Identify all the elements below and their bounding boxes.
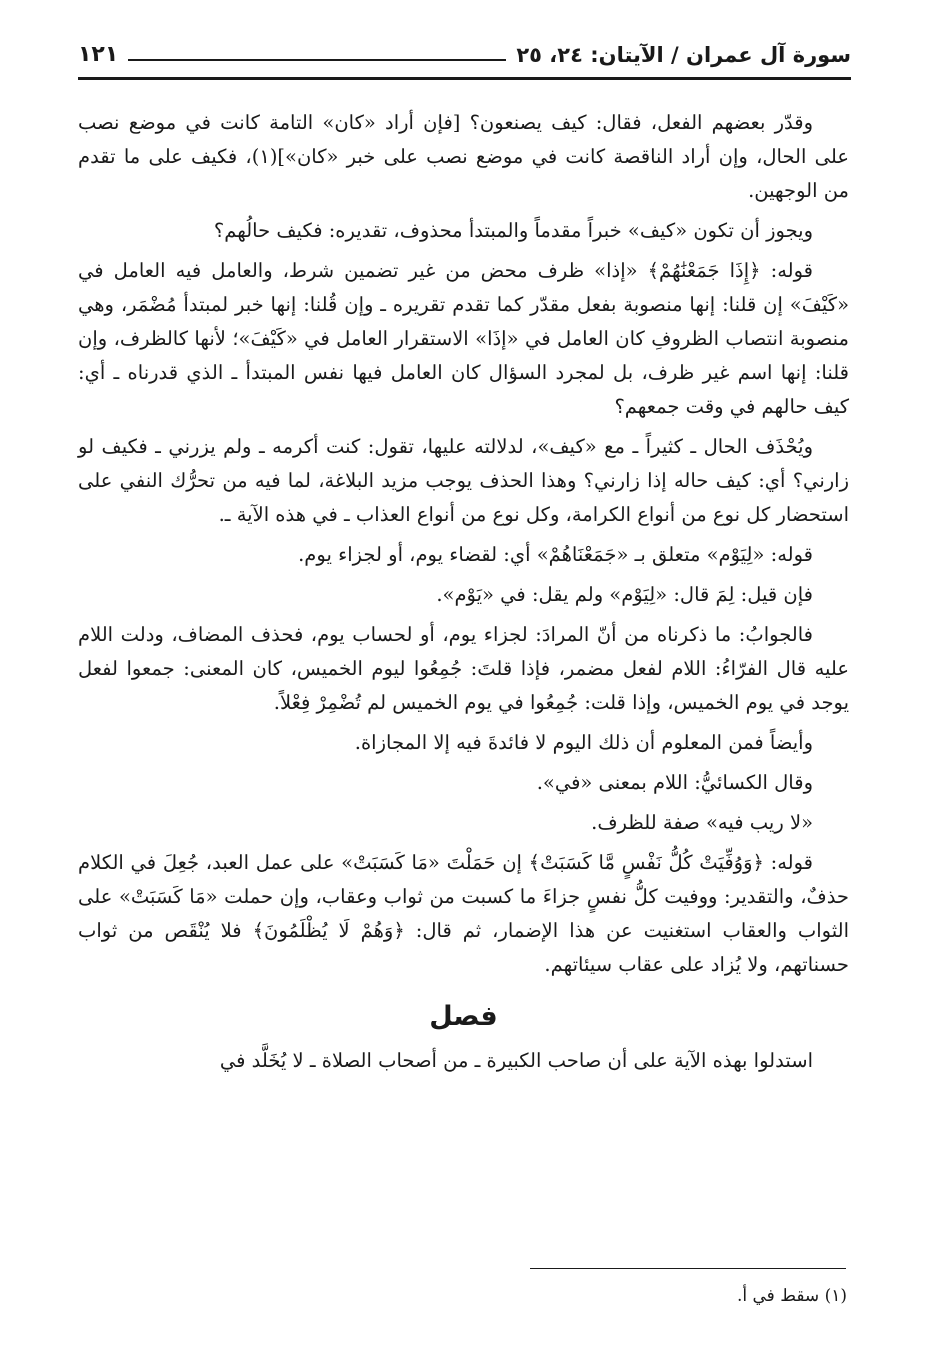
footnote: (١) سقط في أ.: [736, 1286, 847, 1306]
paragraph: قوله: «لِيَوْم» متعلق بـ «جَمَعْنَاهُمْ» أي: لقضاء يوم، أو لجزاء يوم.: [298, 543, 813, 566]
main-text: [78, 106, 849, 1084]
page-number: ١٢١: [78, 42, 119, 67]
header-title: سورة آل عمران / الآيتان: ٢٤، ٢٥: [516, 43, 851, 67]
paragraph: فالجوابُ: ما ذكرناه من أنّ المرادَ: لجزاء يوم، أو لحساب يوم، فحذف المضاف، ودلت اللام عليه قال الفرّاءُ: اللام لفعل مضمر، فإذا قلتَ: جُمِعُوا ليوم الخميس، كان المعنى: جمعوا لفعل يوجد في يوم الخميس، وإذا قلت: جُمِعُوا في يوم الخميس لم تُضْمِرْ فِعْلاً.: [78, 623, 849, 714]
paragraph: قوله: ﴿إِذَا جَمَعْنَٰهُمْ﴾ «إذا» ظرف محض من غير تضمين شرط، والعامل فيه العامل في «كَيْفَ» إن قلنا: إنها منصوبة بفعل مقدّر كما تقدم تقريره ـ وإن قُلنا: إنها خبر لمبتدأ مُضْمَر، وهي منصوبة انتصاب الظروفِ كان العامل في «إذَا» الاستقرار العامل في «كَيْفَ»؛ لأنها كالظرف، وإن قلنا: إنها اسم غير ظرف، بل لمجرد السؤال كان العامل فيها نفس المبتدأ ـ الذي قدرناه ـ أي: كيف حالهم في وقت جمعهم؟: [78, 259, 849, 418]
running-header: [78, 36, 851, 70]
paragraph: فإن قيل: لِمَ قال: «لِيَوْم» ولم يقل: في «يَوْم».: [436, 583, 813, 606]
paragraph: استدلوا بهذه الآية على أن صاحب الكبيرة ـ من أصحاب الصلاة ـ لا يُخَلَّد في: [219, 1049, 813, 1072]
paragraph: وأيضاً فمن المعلوم أن ذلك اليوم لا فائدةَ فيه إلا المجازاة.: [354, 731, 813, 754]
paragraph: ويُحْذَف الحال ـ كثيراً ـ مع «كيف»، لدلالته عليها، تقول: كنت أكرمه ـ ولم يزرني ـ فكيف لو زارني؟ أي: كيف حاله إذا زارني؟ وهذا الحذف يوجب مزيد البلاغة، لما فيه من تحرُّك النفي على استحضار كل نوع من أنواع الكرامة، وكل نوع من أنواع العذاب ـ في هذه الآية ـ.: [78, 435, 849, 526]
paragraph: ويجوز أن تكون «كيف» خبراً مقدماً والمبتدأ محذوف، تقديره: فكيف حالُهم؟: [213, 219, 813, 242]
header-rule: [78, 77, 851, 80]
footnote-separator: [530, 1268, 846, 1269]
section-heading: فصل: [429, 1001, 498, 1032]
paragraph: وقدّر بعضهم الفعل، فقال: كيف يصنعون؟ [فإن أراد «كان» التامة كانت في موضع نصب على الحال، وإن أراد الناقصة كانت في موضع نصب على خبر «كان»](١)، فكيف على ما تقدم من الوجهين.: [78, 111, 849, 202]
paragraph: وقال الكسائيُّ: اللام بمعنى «في».: [536, 771, 813, 794]
header-dash-line: [128, 59, 506, 61]
paragraph: «لا ريب فيه» صفة للظرف.: [591, 811, 813, 834]
paragraph: قوله: ﴿وَوُفِّيَتْ كُلُّ نَفْسٍ مَّا كَسَبَتْ﴾ إن حَمَلْتَ «مَا كَسَبَتْ» على عمل العبد، جُعِلَ في الكلام حذفٌ، والتقدير: ووفيت كلُّ نفسٍ جزاءَ ما كسبت من ثواب وعقاب، وإن حملت «مَا كَسَبَتْ» على الثواب والعقاب استغنيت عن هذا الإضمار، ثم قال: ﴿وَهُمْ لَا يُظْلَمُونَ﴾ فلا يُنْقَص من ثواب حسناتهم، ولا يُزاد على عقاب سيئاتهم.: [78, 851, 849, 976]
